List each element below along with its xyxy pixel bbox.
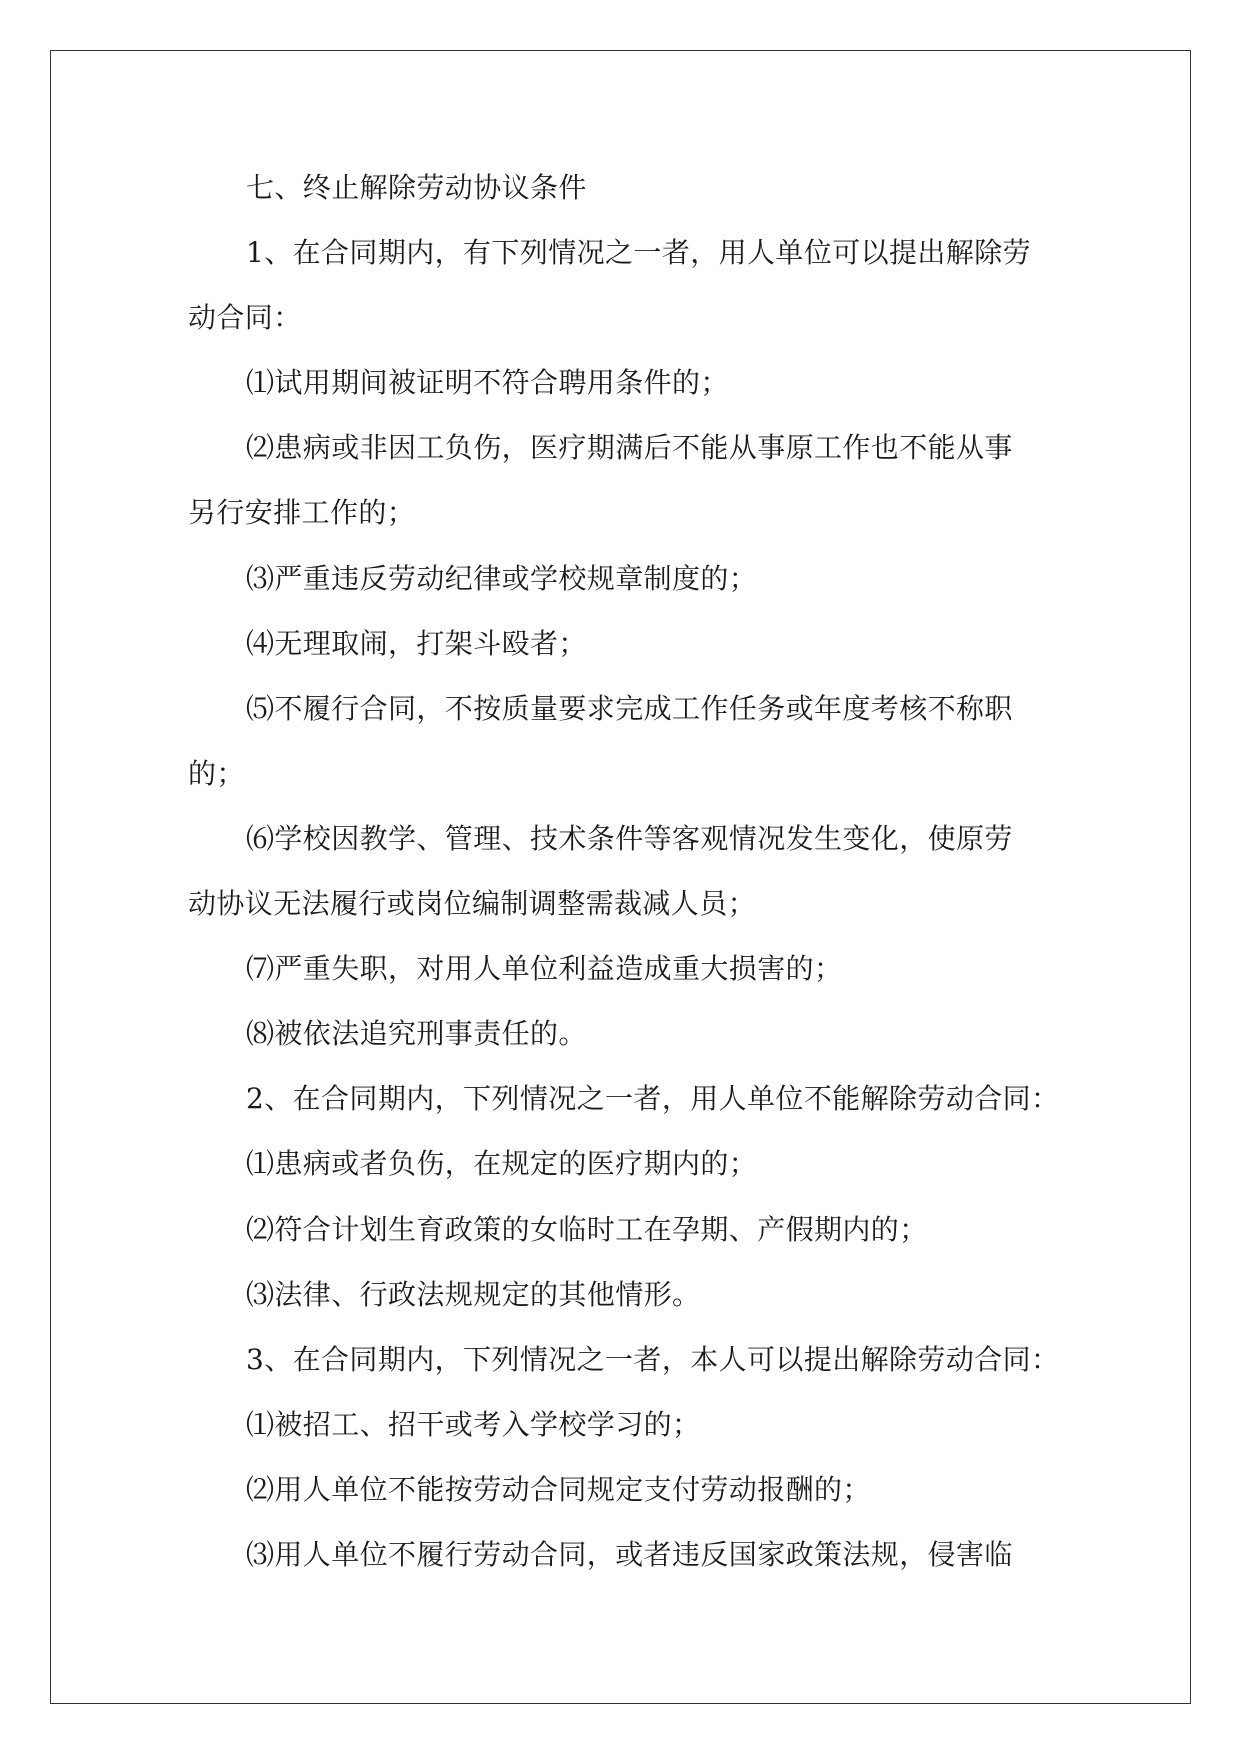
- document-line: ⑶法律、行政法规规定的其他情形。: [246, 1277, 701, 1311]
- document-line: ⑶严重违反劳动纪律或学校规章制度的；: [246, 561, 758, 595]
- document-line: 另行安排工作的；: [188, 496, 416, 530]
- document-line: ⑷无理取闹，打架斗殴者；: [246, 626, 587, 660]
- document-line: ⑴患病或者负伤，在规定的医疗期内的；: [246, 1147, 758, 1181]
- document-line: ⑶用人单位不履行劳动合同，或者违反国家政策法规，侵害临: [246, 1537, 1013, 1571]
- document-line: 动协议无法履行或岗位编制调整需裁减人员；: [188, 887, 757, 921]
- document-line: 1、在合同期内，有下列情况之一者，用人单位可以提出解除劳: [246, 236, 1032, 270]
- document-line: ⑵用人单位不能按劳动合同规定支付劳动报酬的；: [246, 1472, 871, 1506]
- document-line: 3、在合同期内，下列情况之一者，本人可以提出解除劳动合同：: [246, 1342, 1060, 1376]
- document-line: ⑴被招工、招干或考入学校学习的；: [246, 1407, 701, 1441]
- document-line: ⑵患病或非因工负伤，医疗期满后不能从事原工作也不能从事: [246, 431, 1013, 465]
- document-line: 2、在合同期内，下列情况之一者，用人单位不能解除劳动合同：: [246, 1082, 1060, 1116]
- document-line: ⑻被依法追究刑事责任的。: [246, 1017, 587, 1051]
- document-line: ⑵符合计划生育政策的女临时工在孕期、产假期内的；: [246, 1212, 928, 1246]
- document-line: ⑹学校因教学、管理、技术条件等客观情况发生变化，使原劳: [246, 821, 1013, 855]
- document-line: 动合同：: [188, 301, 302, 335]
- document-body: [188, 155, 1058, 1587]
- document-line: 七、终止解除劳动协议条件: [246, 171, 587, 204]
- document-line: ⑸不履行合同，不按质量要求完成工作任务或年度考核不称职: [246, 691, 1013, 725]
- document-line: ⑴试用期间被证明不符合聘用条件的；: [246, 366, 729, 400]
- document-line: 的；: [188, 756, 245, 790]
- document-line: ⑺严重失职，对用人单位利益造成重大损害的；: [246, 952, 843, 986]
